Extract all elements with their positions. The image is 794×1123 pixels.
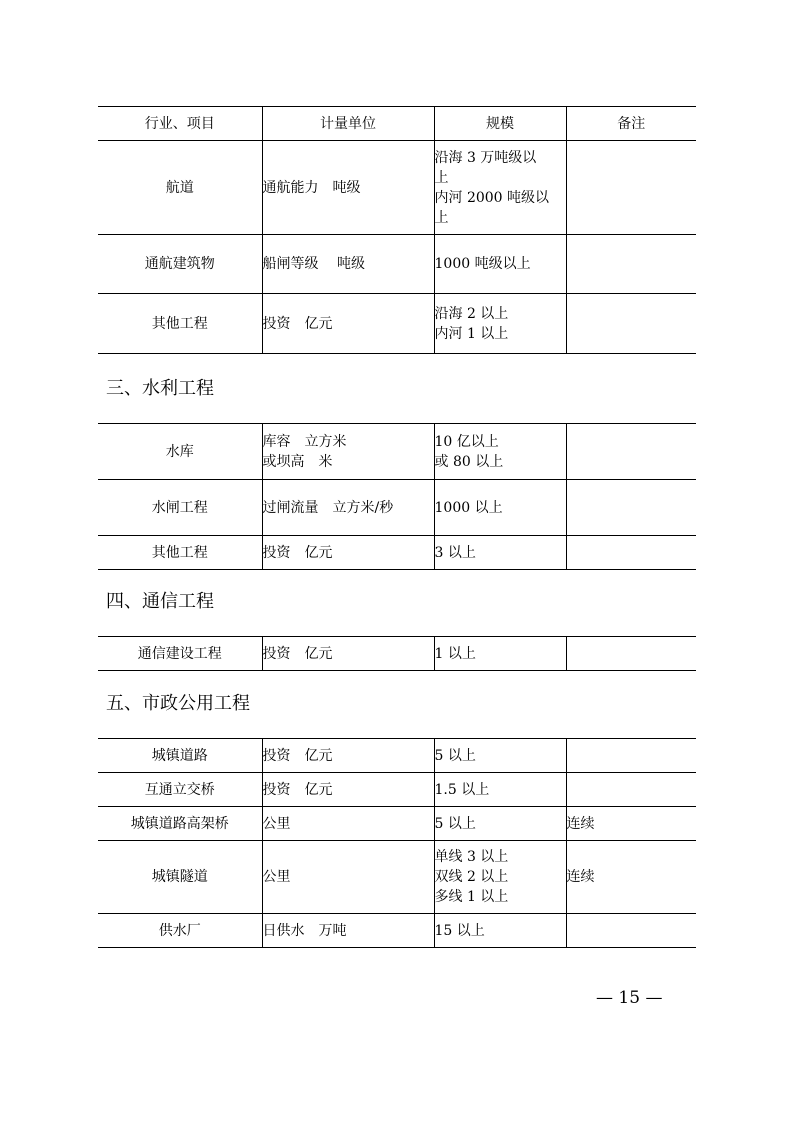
cell-note xyxy=(566,536,696,570)
cell-name: 城镇道路高架桥 xyxy=(98,807,262,841)
header-scale: 规模 xyxy=(434,107,566,141)
page-number: — 15 — xyxy=(596,988,663,1008)
cell-note xyxy=(566,141,696,235)
table-telecom xyxy=(98,636,696,671)
header-industry: 行业、项目 xyxy=(98,107,262,141)
table-row xyxy=(98,536,696,570)
cell-name: 其他工程 xyxy=(98,294,262,354)
cell-note xyxy=(566,739,696,773)
section-heading-telecom: 四、通信工程 xyxy=(106,591,214,612)
cell-unit: 投资 亿元 xyxy=(262,637,434,671)
cell-scale: 沿海 2 以上 内河 1 以上 xyxy=(434,294,566,354)
cell-name: 城镇隧道 xyxy=(98,841,262,914)
cell-unit: 公里 xyxy=(262,807,434,841)
cell-scale: 单线 3 以上 双线 2 以上 多线 1 以上 xyxy=(434,841,566,914)
table-row xyxy=(98,914,696,948)
table-waterway xyxy=(98,106,696,354)
cell-scale: 5 以上 xyxy=(434,807,566,841)
table-row xyxy=(98,424,696,480)
cell-name: 互通立交桥 xyxy=(98,773,262,807)
table-row xyxy=(98,480,696,536)
cell-unit: 投资 亿元 xyxy=(262,739,434,773)
cell-name: 城镇道路 xyxy=(98,739,262,773)
cell-scale: 1000 吨级以上 xyxy=(434,235,566,294)
cell-note xyxy=(566,914,696,948)
cell-note xyxy=(566,637,696,671)
cell-scale: 10 亿以上 或 80 以上 xyxy=(434,424,566,480)
cell-name: 其他工程 xyxy=(98,536,262,570)
header-unit: 计量单位 xyxy=(262,107,434,141)
cell-name: 水闸工程 xyxy=(98,480,262,536)
table-row xyxy=(98,235,696,294)
table-row xyxy=(98,294,696,354)
cell-unit: 过闸流量 立方米/秒 xyxy=(262,480,434,536)
cell-note xyxy=(566,235,696,294)
cell-name: 水库 xyxy=(98,424,262,480)
cell-scale: 15 以上 xyxy=(434,914,566,948)
cell-scale: 3 以上 xyxy=(434,536,566,570)
table-row xyxy=(98,637,696,671)
table-municipal xyxy=(98,738,696,948)
table-row xyxy=(98,773,696,807)
cell-unit: 投资 亿元 xyxy=(262,536,434,570)
header-note: 备注 xyxy=(566,107,696,141)
table-row xyxy=(98,739,696,773)
table-row xyxy=(98,841,696,914)
cell-scale: 1000 以上 xyxy=(434,480,566,536)
cell-scale: 5 以上 xyxy=(434,739,566,773)
cell-scale: 沿海 3 万吨级以 上 内河 2000 吨级以 上 xyxy=(434,141,566,235)
cell-unit: 投资 亿元 xyxy=(262,773,434,807)
cell-name: 通航建筑物 xyxy=(98,235,262,294)
section-heading-water: 三、水利工程 xyxy=(106,378,214,399)
cell-scale: 1 以上 xyxy=(434,637,566,671)
section-heading-municipal: 五、市政公用工程 xyxy=(106,693,250,714)
cell-unit: 投资 亿元 xyxy=(262,294,434,354)
cell-note: 连续 xyxy=(566,807,696,841)
table-row xyxy=(98,807,696,841)
cell-scale: 1.5 以上 xyxy=(434,773,566,807)
table-row xyxy=(98,141,696,235)
cell-unit: 公里 xyxy=(262,841,434,914)
cell-unit: 船闸等级 吨级 xyxy=(262,235,434,294)
cell-note xyxy=(566,480,696,536)
cell-name: 供水厂 xyxy=(98,914,262,948)
cell-note xyxy=(566,773,696,807)
cell-unit: 通航能力 吨级 xyxy=(262,141,434,235)
cell-name: 通信建设工程 xyxy=(98,637,262,671)
cell-note xyxy=(566,424,696,480)
cell-name: 航道 xyxy=(98,141,262,235)
table-water xyxy=(98,423,696,570)
cell-unit: 库容 立方米 或坝高 米 xyxy=(262,424,434,480)
cell-note xyxy=(566,294,696,354)
cell-note: 连续 xyxy=(566,841,696,914)
cell-unit: 日供水 万吨 xyxy=(262,914,434,948)
